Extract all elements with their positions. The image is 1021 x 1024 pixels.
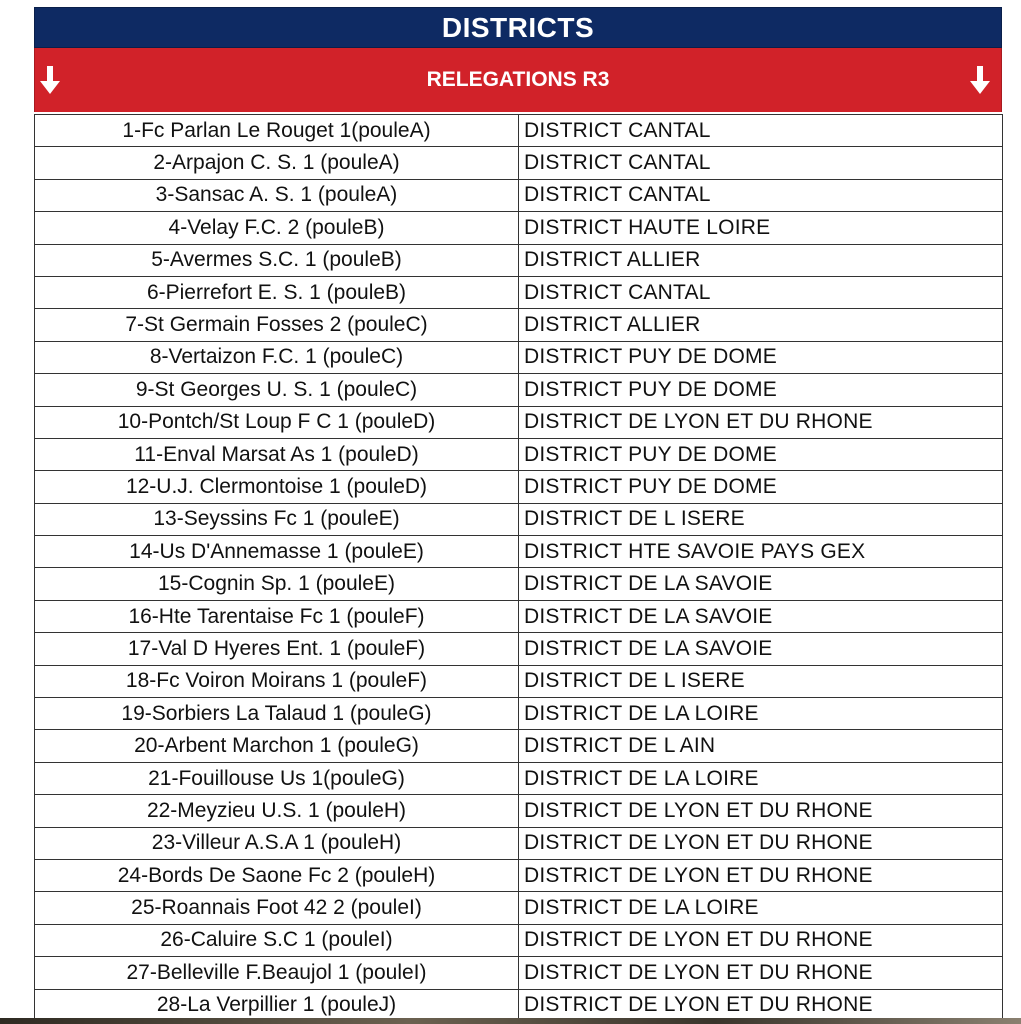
team-cell: 11-Enval Marsat As 1 (pouleD) [35,438,519,470]
team-cell: 28-La Verpillier 1 (pouleJ) [35,989,519,1021]
district-cell: DISTRICT DE LA LOIRE [519,892,1003,924]
arrow-down-icon [969,65,991,95]
table-row [35,892,1003,924]
table-row [35,762,1003,794]
district-cell: DISTRICT DE LA LOIRE [519,762,1003,794]
relegation-sheet [34,7,1002,1022]
team-cell: 27-Belleville F.Beaujol 1 (pouleI) [35,957,519,989]
team-cell: 1-Fc Parlan Le Rouget 1(pouleA) [35,115,519,147]
table-row [35,438,1003,470]
table-row [35,244,1003,276]
district-cell: DISTRICT CANTAL [519,276,1003,308]
district-cell: DISTRICT HTE SAVOIE PAYS GEX [519,536,1003,568]
table-row [35,374,1003,406]
district-cell: DISTRICT CANTAL [519,115,1003,147]
team-cell: 15-Cognin Sp. 1 (pouleE) [35,568,519,600]
table-row [35,147,1003,179]
team-cell: 8-Vertaizon F.C. 1 (pouleC) [35,341,519,373]
district-cell: DISTRICT DE LYON ET DU RHONE [519,989,1003,1021]
district-cell: DISTRICT DE L AIN [519,730,1003,762]
team-cell: 9-St Georges U. S. 1 (pouleC) [35,374,519,406]
district-cell: DISTRICT DE LA SAVOIE [519,568,1003,600]
district-cell: DISTRICT DE LA SAVOIE [519,633,1003,665]
team-cell: 21-Fouillouse Us 1(pouleG) [35,762,519,794]
table-row [35,827,1003,859]
table-row [35,536,1003,568]
relegation-table [34,114,1003,1022]
section-header [34,48,1002,112]
table-row [35,406,1003,438]
team-cell: 14-Us D'Annemasse 1 (pouleE) [35,536,519,568]
district-cell: DISTRICT DE L ISERE [519,503,1003,535]
district-cell: DISTRICT DE L ISERE [519,665,1003,697]
page-title: DISTRICTS [34,7,1002,48]
district-cell: DISTRICT PUY DE DOME [519,374,1003,406]
table-row [35,179,1003,211]
team-cell: 13-Seyssins Fc 1 (pouleE) [35,503,519,535]
table-row [35,503,1003,535]
team-cell: 12-U.J. Clermontoise 1 (pouleD) [35,471,519,503]
district-cell: DISTRICT HAUTE LOIRE [519,212,1003,244]
table-row [35,924,1003,956]
team-cell: 7-St Germain Fosses 2 (pouleC) [35,309,519,341]
arrow-down-icon [39,65,61,95]
team-cell: 26-Caluire S.C 1 (pouleI) [35,924,519,956]
district-cell: DISTRICT CANTAL [519,147,1003,179]
team-cell: 23-Villeur A.S.A 1 (pouleH) [35,827,519,859]
district-cell: DISTRICT DE LYON ET DU RHONE [519,859,1003,891]
team-cell: 19-Sorbiers La Talaud 1 (pouleG) [35,698,519,730]
district-cell: DISTRICT ALLIER [519,244,1003,276]
team-cell: 16-Hte Tarentaise Fc 1 (pouleF) [35,600,519,632]
district-cell: DISTRICT PUY DE DOME [519,341,1003,373]
table-row [35,309,1003,341]
district-cell: DISTRICT ALLIER [519,309,1003,341]
table-row [35,698,1003,730]
table-row [35,989,1003,1021]
table-row [35,568,1003,600]
district-cell: DISTRICT DE LA SAVOIE [519,600,1003,632]
table-row [35,859,1003,891]
table-row [35,276,1003,308]
district-cell: DISTRICT DE LYON ET DU RHONE [519,406,1003,438]
district-cell: DISTRICT PUY DE DOME [519,471,1003,503]
team-cell: 18-Fc Voiron Moirans 1 (pouleF) [35,665,519,697]
section-title: RELEGATIONS R3 [426,68,610,91]
team-cell: 5-Avermes S.C. 1 (pouleB) [35,244,519,276]
table-row [35,795,1003,827]
team-cell: 22-Meyzieu U.S. 1 (pouleH) [35,795,519,827]
table-row [35,600,1003,632]
team-cell: 10-Pontch/St Loup F C 1 (pouleD) [35,406,519,438]
team-cell: 24-Bords De Saone Fc 2 (pouleH) [35,859,519,891]
table-row [35,212,1003,244]
team-cell: 20-Arbent Marchon 1 (pouleG) [35,730,519,762]
district-cell: DISTRICT DE LYON ET DU RHONE [519,795,1003,827]
district-cell: DISTRICT CANTAL [519,179,1003,211]
table-row [35,471,1003,503]
team-cell: 6-Pierrefort E. S. 1 (pouleB) [35,276,519,308]
table-row [35,730,1003,762]
team-cell: 25-Roannais Foot 42 2 (pouleI) [35,892,519,924]
table-row [35,957,1003,989]
table-row [35,633,1003,665]
district-cell: DISTRICT DE LYON ET DU RHONE [519,957,1003,989]
bottom-edge [0,1018,1021,1024]
district-cell: DISTRICT DE LYON ET DU RHONE [519,827,1003,859]
district-cell: DISTRICT DE LYON ET DU RHONE [519,924,1003,956]
team-cell: 2-Arpajon C. S. 1 (pouleA) [35,147,519,179]
district-cell: DISTRICT DE LA LOIRE [519,698,1003,730]
team-cell: 3-Sansac A. S. 1 (pouleA) [35,179,519,211]
district-cell: DISTRICT PUY DE DOME [519,438,1003,470]
table-row [35,665,1003,697]
table-row [35,115,1003,147]
team-cell: 17-Val D Hyeres Ent. 1 (pouleF) [35,633,519,665]
team-cell: 4-Velay F.C. 2 (pouleB) [35,212,519,244]
table-row [35,341,1003,373]
